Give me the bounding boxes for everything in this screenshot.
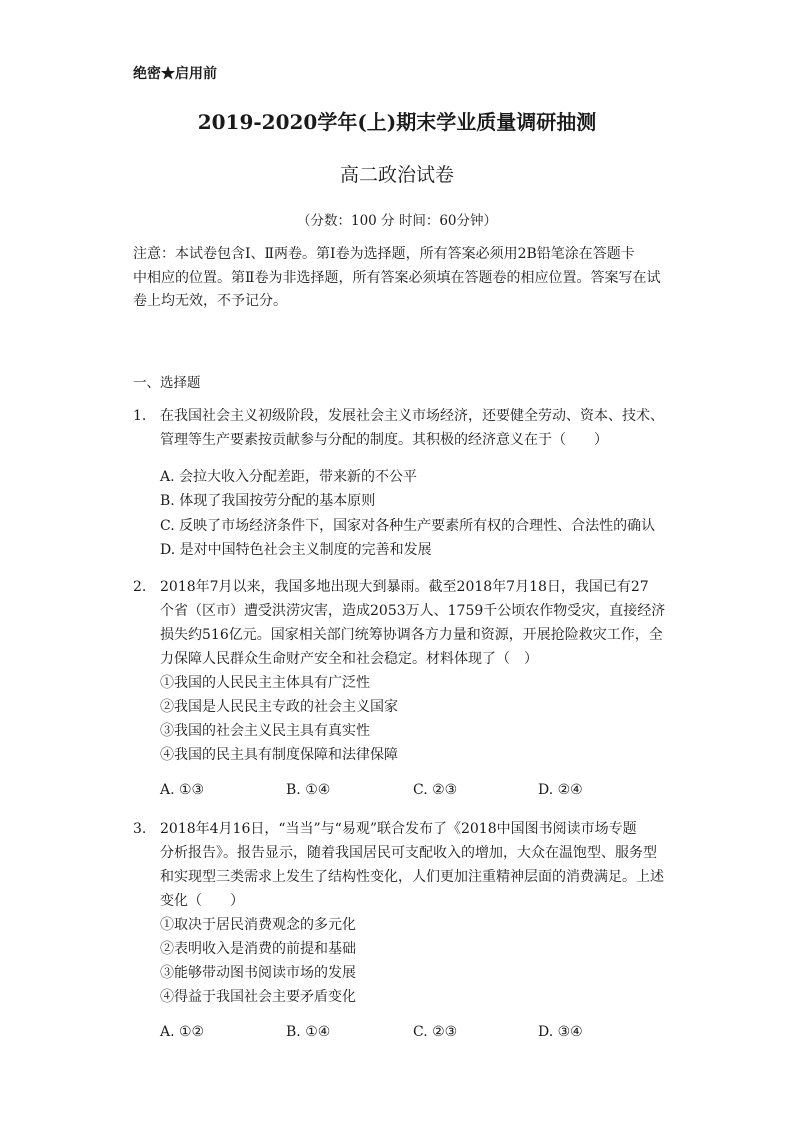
statement-line: ②表明收入是消费的前提和基础 [160,941,356,957]
statement-line: ②我国是人民民主专政的社会主义国家 [160,699,398,715]
stem-line: 损失约516亿元。国家相关部门统筹协调各方力量和资源，开展抢险救灾工作，全 [160,627,663,643]
question-stem [160,817,663,1009]
choice-d[interactable]: D. ②④ [538,782,583,798]
choice-d[interactable]: D. ③④ [538,1024,583,1040]
question-number: 3. [133,821,147,837]
question-number: 1. [133,408,147,424]
notice-line: 卷上均无效，不予记分。 [133,293,287,309]
stem-line: 2018年4月16日，“当当”与“易观”联合发布了《2018中国图书阅读市场专题 [160,821,637,837]
stem-line: 变化（ ） [160,893,244,909]
option-a[interactable]: A. 会拉大收入分配差距，带来新的不公平 [160,469,418,485]
choice-a[interactable]: A. ①② [160,1024,205,1040]
choice-a[interactable]: A. ①③ [160,782,205,798]
question-number: 2. [133,579,147,595]
notice-line: 注意：本试卷包含Ⅰ、Ⅱ两卷。第Ⅰ卷为选择题，所有答案必须用2B铅笔涂在答题卡 [133,246,635,262]
choice-b[interactable]: B. ①④ [286,782,331,798]
question-2-choices [160,782,640,802]
exam-meta: （分数：100 分 时间：60分钟） [296,213,498,229]
exam-subtitle: 高二政治试卷 [339,164,454,186]
stem-line: 和实现型三类需求上发生了结构性变化，人们更加注重精神层面的消费满足。上述 [160,869,664,885]
stem-line: 在我国社会主义初级阶段，发展社会主义市场经济，还要健全劳动、资本、技术、 [160,408,664,424]
section-heading: 一、选择题 [133,375,201,391]
stem-line: 2018年7月以来，我国多地出现大到暴雨。截至2018年7月18日，我国已有27 [160,579,649,595]
statement-line: ③我国的社会主义民主具有真实性 [160,723,370,739]
stem-line: 管理等生产要素按贡献参与分配的制度。其积极的经济意义在于（ ） [160,432,608,448]
statement-line: ④得益于我国社会主要矛盾变化 [160,989,356,1005]
option-b[interactable]: B. 体现了我国按劳分配的基本原则 [160,493,376,510]
option-d[interactable]: D. 是对中国特色社会主义制度的完善和发展 [160,541,432,558]
choice-c[interactable]: C. ②③ [413,782,458,798]
exam-notice [133,243,663,314]
statement-line: ①我国的人民民主主体具有广泛性 [160,675,370,691]
statement-line: ①取决于居民消费观念的多元化 [160,917,356,933]
stem-line: 个省（区市）遭受洪涝灾害，造成2053万人、1759千公顷农作物受灾，直接经济 [160,603,666,619]
exam-title: 2019-2020学年(上)期末学业质量调研抽测 [197,110,597,134]
stem-line: 分析报告》。报告显示，随着我国居民可支配收入的增加，大众在温饱型、服务型 [160,845,657,861]
statement-line: ③能够带动图书阅读市场的发展 [160,965,356,981]
question-stem [160,575,666,767]
question-3-choices [160,1024,640,1044]
notice-line: 中相应的位置。第Ⅱ卷为非选择题，所有答案必须填在答题卷的相应位置。答案写在试 [133,269,661,286]
question-stem [160,404,663,452]
confidential-label: 绝密★启用前 [133,66,217,82]
stem-line: 力保障人民群众生命财产安全和社会稳定。材料体现了（ ） [160,651,538,667]
statement-line: ④我国的民主具有制度保障和法律保障 [160,747,398,763]
option-c[interactable]: C. 反映了市场经济条件下，国家对各种生产要素所有权的合理性、合法性的确认 [160,517,656,534]
choice-b[interactable]: B. ①④ [286,1024,331,1040]
choice-c[interactable]: C. ②③ [413,1024,458,1040]
option-list [160,465,663,562]
